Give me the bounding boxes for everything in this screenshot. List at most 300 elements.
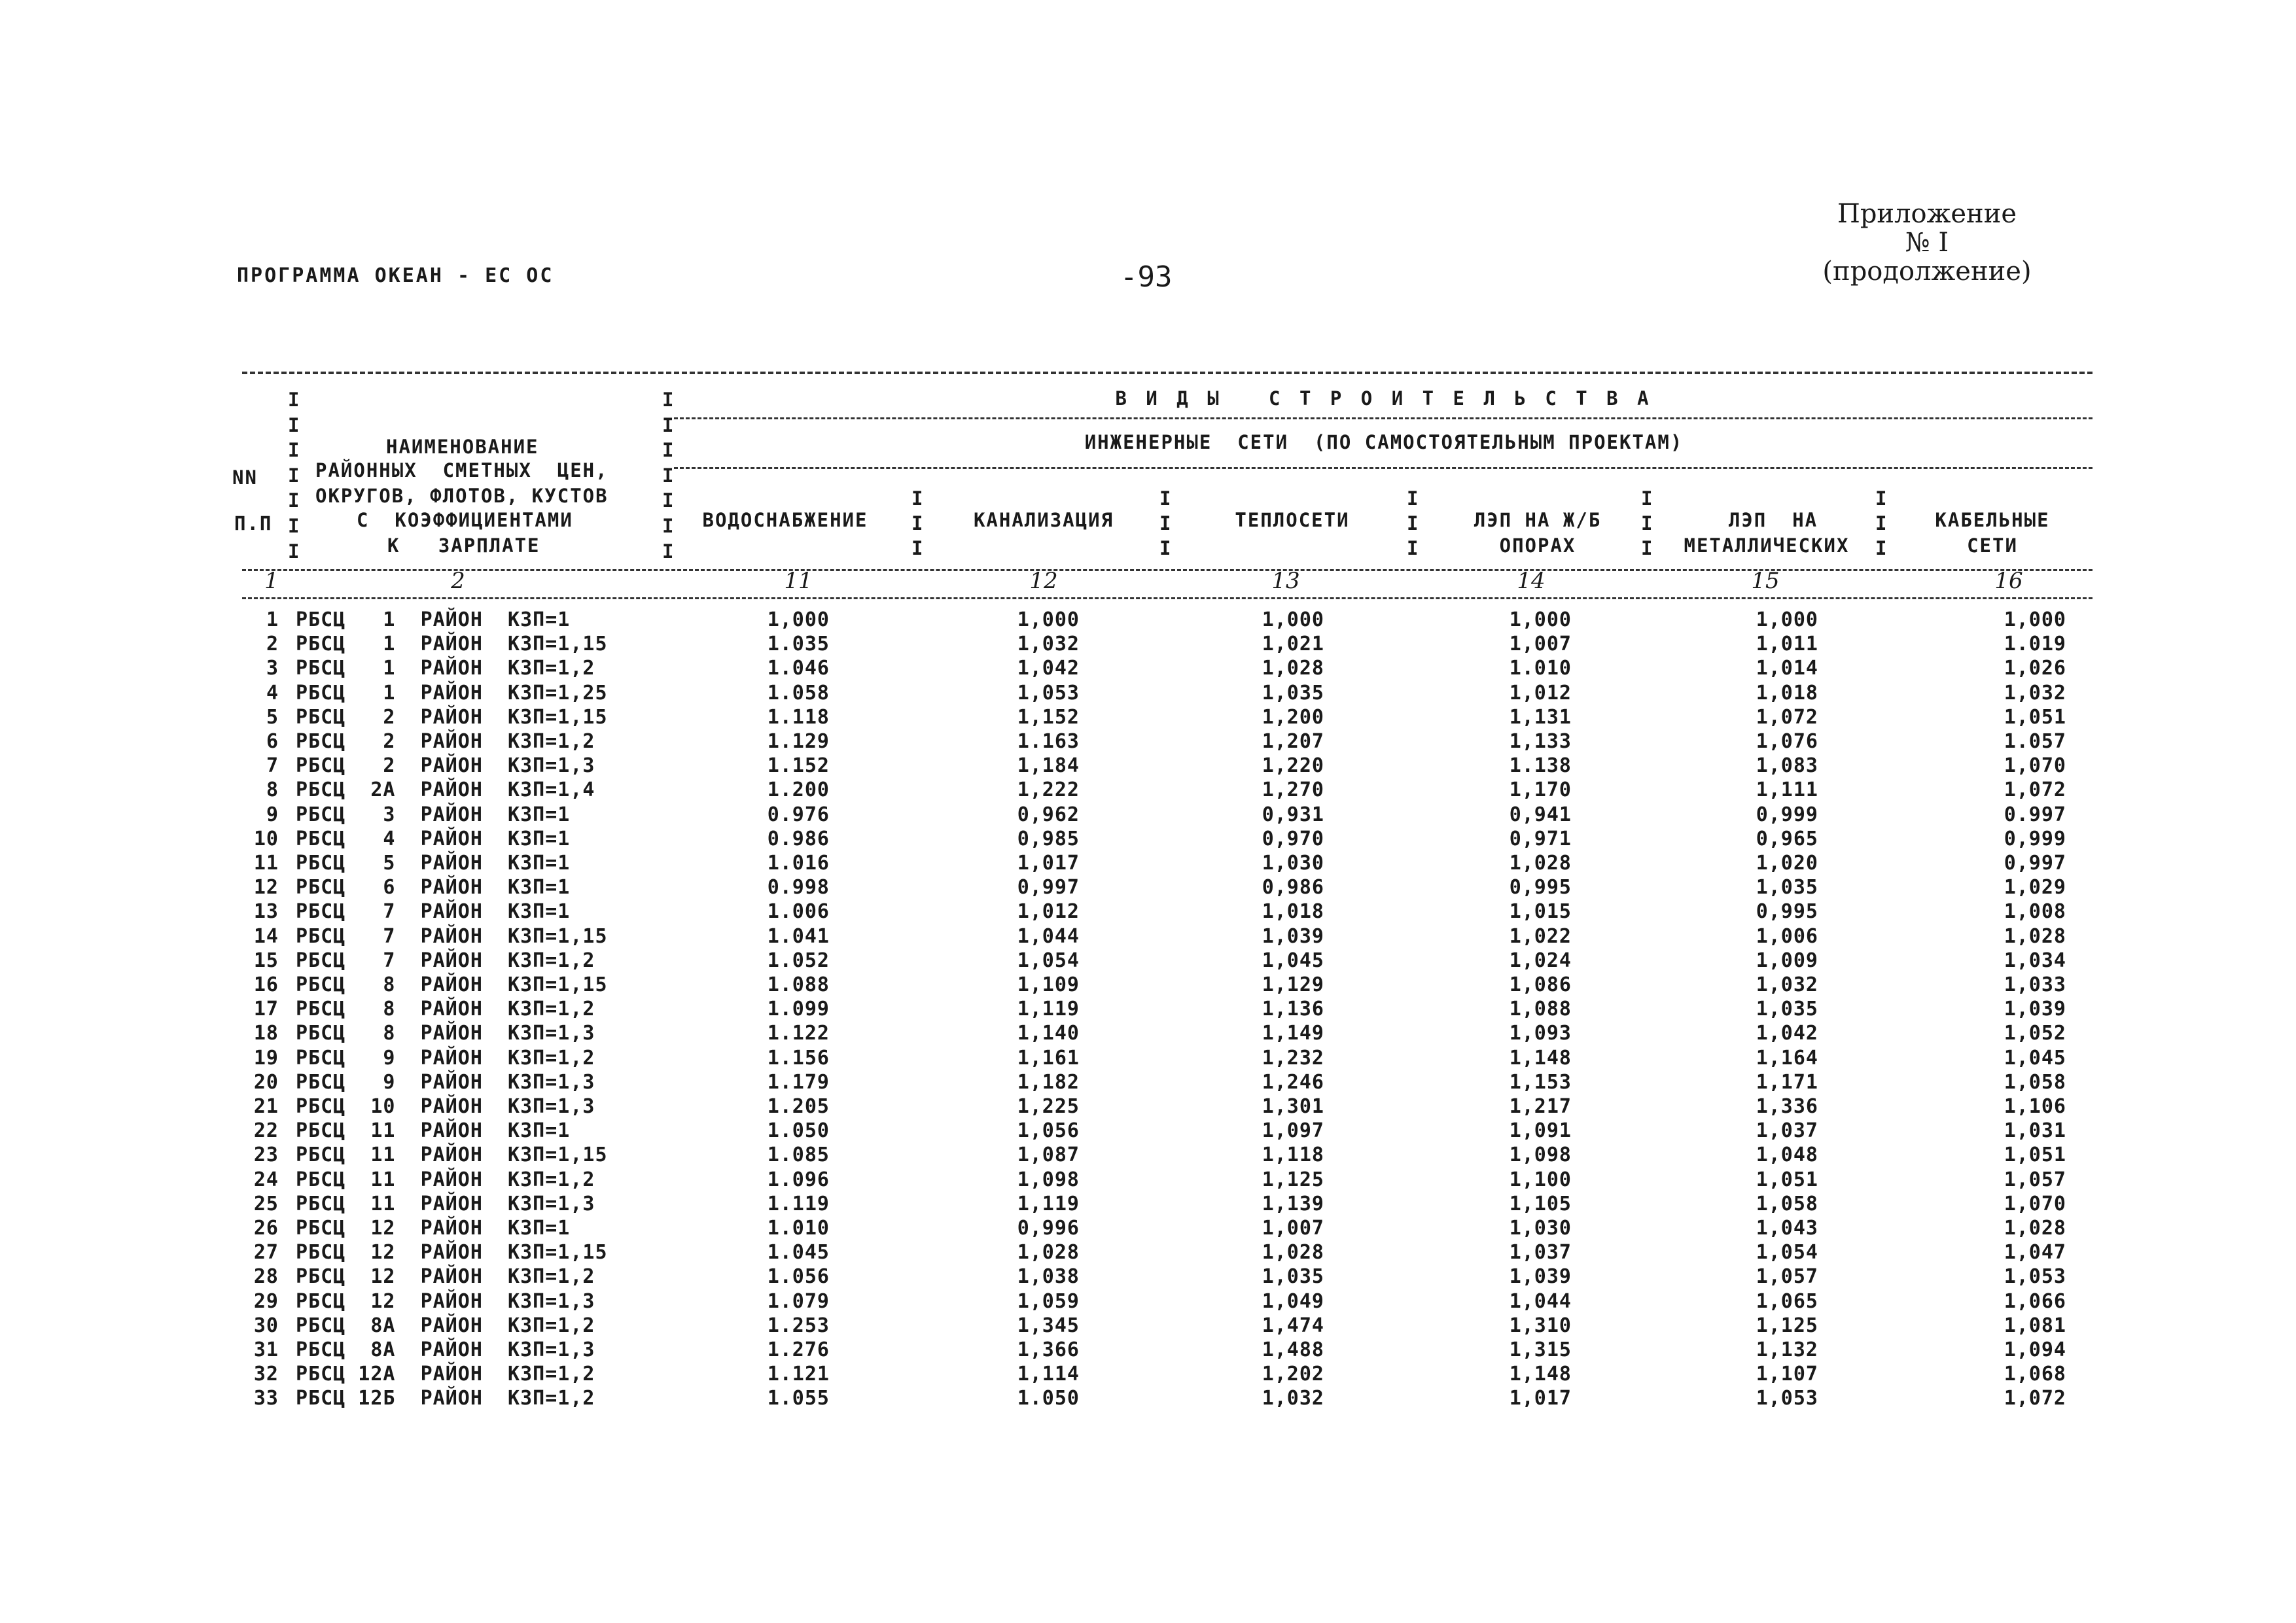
row-value-col-14: 1,148 xyxy=(1509,1363,1572,1386)
row-value-col-13: 1,039 xyxy=(1262,924,1324,948)
row-value-col-12: 1,152 xyxy=(1017,705,1080,729)
row-value-col-11: 1.118 xyxy=(767,705,830,729)
row-value-col-13: 1,488 xyxy=(1262,1338,1324,1361)
col-water-supply: ВОДОСНАБЖЕНИЕ xyxy=(702,509,868,531)
row-value-col-11: 0.998 xyxy=(767,876,830,899)
row-value-col-15: 0,995 xyxy=(1756,900,1818,924)
row-value-col-11: 1.179 xyxy=(767,1070,830,1094)
row-name: РБСЦ 12 РАЙОН КЗП=1,15 xyxy=(296,1241,608,1265)
row-number: 21 xyxy=(253,1095,279,1118)
row-number: 18 xyxy=(253,1022,279,1045)
row-value-col-12: 1,059 xyxy=(1017,1289,1080,1313)
row-value-col-14: 1,315 xyxy=(1509,1338,1572,1361)
table-row xyxy=(0,754,2296,778)
row-number: 23 xyxy=(253,1143,279,1167)
row-value-col-12: 1,119 xyxy=(1017,998,1080,1021)
row-number: 10 xyxy=(253,827,279,850)
row-value-col-15: 1,037 xyxy=(1756,1119,1818,1143)
row-value-col-14: 1,039 xyxy=(1509,1265,1572,1289)
colnum-2: 2 xyxy=(451,568,465,594)
appendix-line-1: Приложение № I xyxy=(1837,199,2017,258)
row-number: 28 xyxy=(253,1265,279,1289)
row-value-col-16: 1,072 xyxy=(2004,1387,2066,1410)
row-name: РБСЦ 8 РАЙОН КЗП=1,2 xyxy=(296,998,595,1021)
row-value-col-13: 1,030 xyxy=(1262,852,1324,875)
col-name-line-5: К ЗАРПЛАТЕ xyxy=(387,534,540,557)
row-value-col-12: 1,161 xyxy=(1017,1046,1080,1070)
row-value-col-15: 0,965 xyxy=(1756,827,1818,850)
row-value-col-11: 1.205 xyxy=(767,1095,830,1118)
row-value-col-16: 0.997 xyxy=(2004,803,2066,826)
row-value-col-15: 1,107 xyxy=(1756,1363,1818,1386)
row-value-col-16: 0,999 xyxy=(2004,827,2066,850)
row-number: 9 xyxy=(266,803,279,826)
row-value-col-15: 1,164 xyxy=(1756,1046,1818,1070)
row-number: 22 xyxy=(253,1119,279,1143)
row-value-col-16: 1,106 xyxy=(2004,1095,2066,1118)
row-number: 29 xyxy=(253,1289,279,1313)
row-number: 25 xyxy=(253,1192,279,1215)
row-name: РБСЦ 2 РАЙОН КЗП=1,15 xyxy=(296,705,608,729)
row-name: РБСЦ 1 РАЙОН КЗП=1,2 xyxy=(296,657,595,680)
row-number: 17 xyxy=(253,998,279,1021)
table-row xyxy=(0,608,2296,633)
row-value-col-15: 1,057 xyxy=(1756,1265,1818,1289)
row-number: 27 xyxy=(253,1241,279,1265)
row-value-col-13: 1,000 xyxy=(1262,608,1324,631)
row-value-col-15: 1,035 xyxy=(1756,998,1818,1021)
row-value-col-11: 1.088 xyxy=(767,973,830,996)
row-value-col-11: 1.099 xyxy=(767,998,830,1021)
row-number: 11 xyxy=(253,852,279,875)
row-value-col-15: 1,336 xyxy=(1756,1095,1818,1118)
appendix-line-2: (продолжение) xyxy=(1822,256,2032,287)
row-value-col-16: 1,072 xyxy=(2004,778,2066,802)
row-value-col-16: 1,008 xyxy=(2004,900,2066,924)
row-name: РБСЦ 2 РАЙОН КЗП=1,2 xyxy=(296,730,595,753)
row-value-col-16: 1,070 xyxy=(2004,1192,2066,1215)
row-value-col-12: 1,140 xyxy=(1017,1022,1080,1045)
row-value-col-13: 1,270 xyxy=(1262,778,1324,802)
row-value-col-11: 1.156 xyxy=(767,1046,830,1070)
row-value-col-15: 1,083 xyxy=(1756,754,1818,778)
row-value-col-13: 1,097 xyxy=(1262,1119,1324,1143)
row-value-col-11: 1.045 xyxy=(767,1241,830,1265)
table-row xyxy=(0,1143,2296,1168)
row-value-col-14: 1.010 xyxy=(1509,657,1572,680)
row-value-col-14: 0,995 xyxy=(1509,876,1572,899)
row-value-col-11: 1,000 xyxy=(767,608,830,631)
row-name: РБСЦ 5 РАЙОН КЗП=1 xyxy=(296,852,571,875)
table-row xyxy=(0,1217,2296,1241)
row-value-col-13: 1,200 xyxy=(1262,705,1324,729)
row-value-col-12: 1,054 xyxy=(1017,949,1080,972)
row-value-col-12: 1,109 xyxy=(1017,973,1080,996)
row-value-col-13: 1,220 xyxy=(1262,754,1324,778)
row-value-col-16: 1,057 xyxy=(2004,1168,2066,1191)
row-value-col-15: 1,009 xyxy=(1756,949,1818,972)
table-row xyxy=(0,682,2296,706)
row-name: РБСЦ 1 РАЙОН КЗП=1,25 xyxy=(296,681,608,705)
row-value-col-11: 1.050 xyxy=(767,1119,830,1143)
row-name: РБСЦ 11 РАЙОН КЗП=1 xyxy=(296,1119,571,1143)
row-value-col-14: 1,091 xyxy=(1509,1119,1572,1143)
row-number: 19 xyxy=(253,1046,279,1070)
row-value-col-14: 1,086 xyxy=(1509,973,1572,996)
table-row xyxy=(0,828,2296,852)
row-value-col-16: 0,997 xyxy=(2004,852,2066,875)
bar-col-5: I I I xyxy=(1875,487,1887,559)
row-value-col-16: 1,058 xyxy=(2004,1070,2066,1094)
row-value-col-15: 1,042 xyxy=(1756,1022,1818,1045)
colnum-15: 15 xyxy=(1751,568,1780,594)
row-value-col-12: 1,038 xyxy=(1017,1265,1080,1289)
table-row xyxy=(0,973,2296,998)
row-value-col-15: 1,018 xyxy=(1756,681,1818,705)
bar-col-2: I I I xyxy=(1159,487,1171,559)
row-value-col-11: 1.079 xyxy=(767,1289,830,1313)
table-row xyxy=(0,1047,2296,1071)
row-value-col-11: 1.119 xyxy=(767,1192,830,1215)
row-value-col-12: 1,184 xyxy=(1017,754,1080,778)
col-cable-line-1: КАБЕЛЬНЫЕ xyxy=(1935,509,2050,531)
row-value-col-16: 1,052 xyxy=(2004,1022,2066,1045)
table-row xyxy=(0,633,2296,657)
row-value-col-13: 1,032 xyxy=(1262,1387,1324,1410)
row-value-col-16: 1,081 xyxy=(2004,1314,2066,1337)
row-name: РБСЦ 1 РАЙОН КЗП=1 xyxy=(296,608,571,631)
table-row xyxy=(0,1387,2296,1411)
row-value-col-11: 1.085 xyxy=(767,1143,830,1167)
col-name-line-4: С КОЭФФИЦИЕНТАМИ xyxy=(357,509,573,531)
row-name: РБСЦ 1 РАЙОН КЗП=1,15 xyxy=(296,633,608,656)
row-value-col-11: 1.129 xyxy=(767,730,830,753)
row-value-col-16: 1,026 xyxy=(2004,657,2066,680)
group-title: В И Д Ы С Т Р О И Т Е Л Ь С Т В А xyxy=(1115,387,1653,410)
row-number: 15 xyxy=(253,949,279,972)
bar-col-3: I I I xyxy=(1407,487,1419,559)
row-value-col-13: 0,986 xyxy=(1262,876,1324,899)
row-value-col-15: 1,076 xyxy=(1756,730,1818,753)
col-name-line-1: НАИМЕНОВАНИЕ xyxy=(386,436,539,458)
row-number: 7 xyxy=(266,754,279,778)
table-row xyxy=(0,778,2296,803)
row-value-col-13: 0,970 xyxy=(1262,827,1324,850)
row-value-col-11: 1.058 xyxy=(767,681,830,705)
row-value-col-16: 1,028 xyxy=(2004,1217,2066,1240)
row-number: 2 xyxy=(266,633,279,656)
row-value-col-13: 1,045 xyxy=(1262,949,1324,972)
row-number: 33 xyxy=(253,1387,279,1410)
row-value-col-11: 1.052 xyxy=(767,949,830,972)
row-value-col-11: 1.046 xyxy=(767,657,830,680)
row-number: 30 xyxy=(253,1314,279,1337)
row-value-col-16: 1,094 xyxy=(2004,1338,2066,1361)
row-number: 14 xyxy=(253,924,279,948)
table-row xyxy=(0,925,2296,949)
row-value-col-13: 1,232 xyxy=(1262,1046,1324,1070)
row-value-col-11: 0.986 xyxy=(767,827,830,850)
row-value-col-12: 0,962 xyxy=(1017,803,1080,826)
row-name: РБСЦ 12Б РАЙОН КЗП=1,2 xyxy=(296,1387,595,1410)
row-value-col-16: 1,028 xyxy=(2004,924,2066,948)
row-value-col-15: 1,035 xyxy=(1756,876,1818,899)
bar-left-2: I I I I I I I xyxy=(662,389,674,563)
row-name: РБСЦ 2 РАЙОН КЗП=1,3 xyxy=(296,754,595,778)
row-value-col-15: 0,999 xyxy=(1756,803,1818,826)
table-row xyxy=(0,1338,2296,1363)
table-row xyxy=(0,876,2296,900)
col-power-metal-line-1: ЛЭП НА xyxy=(1728,509,1818,531)
table-row xyxy=(0,1241,2296,1265)
row-name: РБСЦ 12А РАЙОН КЗП=1,2 xyxy=(296,1363,595,1386)
row-value-col-12: 1,012 xyxy=(1017,900,1080,924)
table-row xyxy=(0,1193,2296,1217)
row-value-col-16: 1,031 xyxy=(2004,1119,2066,1143)
row-value-col-11: 1.010 xyxy=(767,1217,830,1240)
row-number: 13 xyxy=(253,900,279,924)
row-name: РБСЦ 12 РАЙОН КЗП=1,2 xyxy=(296,1265,595,1289)
row-value-col-11: 1.122 xyxy=(767,1022,830,1045)
row-value-col-16: 1,034 xyxy=(2004,949,2066,972)
rule-group xyxy=(674,417,2093,419)
row-value-col-15: 1,020 xyxy=(1756,852,1818,875)
rule-colnum-top xyxy=(242,569,2093,571)
row-value-col-16: 1,051 xyxy=(2004,1143,2066,1167)
row-name: РБСЦ 9 РАЙОН КЗП=1,3 xyxy=(296,1070,595,1094)
row-value-col-15: 1,014 xyxy=(1756,657,1818,680)
row-number: 8 xyxy=(266,778,279,802)
row-name: РБСЦ 11 РАЙОН КЗП=1,15 xyxy=(296,1143,608,1167)
row-name: РБСЦ 12 РАЙОН КЗП=1,3 xyxy=(296,1289,595,1313)
row-value-col-12: 1,000 xyxy=(1017,608,1080,631)
row-value-col-12: 0,985 xyxy=(1017,827,1080,850)
row-value-col-15: 1,072 xyxy=(1756,705,1818,729)
row-number: 24 xyxy=(253,1168,279,1191)
row-value-col-12: 1,017 xyxy=(1017,852,1080,875)
row-value-col-15: 1,125 xyxy=(1756,1314,1818,1337)
row-value-col-11: 1.041 xyxy=(767,924,830,948)
row-value-col-14: 1,037 xyxy=(1509,1241,1572,1265)
table-row xyxy=(0,1265,2296,1289)
col-cable-line-2: СЕТИ xyxy=(1967,534,2018,557)
row-name: РБСЦ 2А РАЙОН КЗП=1,4 xyxy=(296,778,595,802)
row-number: 6 xyxy=(266,730,279,753)
row-name: РБСЦ 10 РАЙОН КЗП=1,3 xyxy=(296,1095,595,1118)
row-value-col-12: 1,119 xyxy=(1017,1192,1080,1215)
table-row xyxy=(0,1168,2296,1193)
table-row xyxy=(0,949,2296,973)
row-value-col-16: 1,000 xyxy=(2004,608,2066,631)
colnum-12: 12 xyxy=(1029,568,1058,594)
row-value-col-11: 1.121 xyxy=(767,1363,830,1386)
row-number: 32 xyxy=(253,1363,279,1386)
col-heating: ТЕПЛОСЕТИ xyxy=(1235,509,1350,531)
row-value-col-12: 0,996 xyxy=(1017,1217,1080,1240)
row-value-col-11: 1.035 xyxy=(767,633,830,656)
row-value-col-13: 1,028 xyxy=(1262,657,1324,680)
row-value-col-11: 1.016 xyxy=(767,852,830,875)
row-value-col-12: 1,345 xyxy=(1017,1314,1080,1337)
row-value-col-12: 1,032 xyxy=(1017,633,1080,656)
row-value-col-14: 1,028 xyxy=(1509,852,1572,875)
page-number: -93 xyxy=(1120,260,1173,294)
row-value-col-13: 1,028 xyxy=(1262,1241,1324,1265)
table-row xyxy=(0,803,2296,828)
row-value-col-14: 1,100 xyxy=(1509,1168,1572,1191)
row-value-col-14: 1,000 xyxy=(1509,608,1572,631)
row-value-col-16: 1,066 xyxy=(2004,1289,2066,1313)
colnum-13: 13 xyxy=(1271,568,1300,594)
row-value-col-14: 0,971 xyxy=(1509,827,1572,850)
row-name: РБСЦ 8А РАЙОН КЗП=1,3 xyxy=(296,1338,595,1361)
program-title: ПРОГРАММА ОКЕАН - ЕС ОС xyxy=(237,264,554,287)
table-row xyxy=(0,998,2296,1022)
table-row xyxy=(0,1071,2296,1095)
appendix-label xyxy=(1822,200,2032,286)
colnum-16: 16 xyxy=(1994,568,2023,594)
row-value-col-12: 1,056 xyxy=(1017,1119,1080,1143)
row-value-col-16: 1,070 xyxy=(2004,754,2066,778)
row-number: 5 xyxy=(266,705,279,729)
row-value-col-13: 1,035 xyxy=(1262,1265,1324,1289)
row-value-col-12: 1,182 xyxy=(1017,1070,1080,1094)
row-value-col-14: 1,012 xyxy=(1509,681,1572,705)
row-value-col-14: 1,217 xyxy=(1509,1095,1572,1118)
col-sewerage: КАНАЛИЗАЦИЯ xyxy=(973,509,1114,531)
row-value-col-14: 1.138 xyxy=(1509,754,1572,778)
row-value-col-12: 1,225 xyxy=(1017,1095,1080,1118)
row-value-col-14: 1,007 xyxy=(1509,633,1572,656)
row-value-col-13: 1,136 xyxy=(1262,998,1324,1021)
bar-left-1: I I I I I I I xyxy=(288,389,300,563)
row-name: РБСЦ 9 РАЙОН КЗП=1,2 xyxy=(296,1046,595,1070)
row-value-col-16: 1,045 xyxy=(2004,1046,2066,1070)
row-number: 1 xyxy=(266,608,279,631)
row-value-col-16: 1,039 xyxy=(2004,998,2066,1021)
row-number: 3 xyxy=(266,657,279,680)
row-value-col-11: 1.200 xyxy=(767,778,830,802)
row-value-col-16: 1,047 xyxy=(2004,1241,2066,1265)
row-value-col-12: 1,053 xyxy=(1017,681,1080,705)
row-value-col-13: 1,301 xyxy=(1262,1095,1324,1118)
row-name: РБСЦ 8 РАЙОН КЗП=1,15 xyxy=(296,973,608,996)
row-value-col-11: 1.096 xyxy=(767,1168,830,1191)
row-value-col-13: 1,149 xyxy=(1262,1022,1324,1045)
row-value-col-13: 1,207 xyxy=(1262,730,1324,753)
row-value-col-11: 0.976 xyxy=(767,803,830,826)
row-value-col-12: 1,044 xyxy=(1017,924,1080,948)
table-row xyxy=(0,1290,2296,1314)
row-value-col-11: 1.253 xyxy=(767,1314,830,1337)
table-row xyxy=(0,852,2296,876)
row-value-col-12: 1,114 xyxy=(1017,1363,1080,1386)
row-value-col-13: 1,021 xyxy=(1262,633,1324,656)
row-name: РБСЦ 3 РАЙОН КЗП=1 xyxy=(296,803,571,826)
row-value-col-12: 1,222 xyxy=(1017,778,1080,802)
col-power-metal-line-2: МЕТАЛЛИЧЕСКИХ xyxy=(1684,534,1850,557)
row-value-col-14: 1,017 xyxy=(1509,1387,1572,1410)
table-row xyxy=(0,900,2296,924)
col-no-label-2: П.П xyxy=(234,512,273,534)
rule-top xyxy=(242,372,2093,374)
row-value-col-13: 1,139 xyxy=(1262,1192,1324,1215)
bar-col-1: I I I xyxy=(911,487,923,559)
row-value-col-14: 1,133 xyxy=(1509,730,1572,753)
row-value-col-16: 1.057 xyxy=(2004,730,2066,753)
row-value-col-13: 1,118 xyxy=(1262,1143,1324,1167)
table-row xyxy=(0,730,2296,754)
row-value-col-15: 1,051 xyxy=(1756,1168,1818,1191)
colnum-11: 11 xyxy=(784,568,813,594)
bar-col-4: I I I xyxy=(1641,487,1653,559)
row-value-col-11: 1.006 xyxy=(767,900,830,924)
row-name: РБСЦ 12 РАЙОН КЗП=1 xyxy=(296,1217,571,1240)
row-value-col-15: 1,111 xyxy=(1756,778,1818,802)
row-value-col-14: 1,170 xyxy=(1509,778,1572,802)
row-value-col-14: 0,941 xyxy=(1509,803,1572,826)
row-value-col-13: 1,035 xyxy=(1262,681,1324,705)
row-value-col-15: 1,043 xyxy=(1756,1217,1818,1240)
rule-subgroup xyxy=(674,467,2093,469)
row-name: РБСЦ 7 РАЙОН КЗП=1,2 xyxy=(296,949,595,972)
row-name: РБСЦ 7 РАЙОН КЗП=1,15 xyxy=(296,924,608,948)
row-value-col-15: 1,006 xyxy=(1756,924,1818,948)
row-value-col-14: 1,148 xyxy=(1509,1046,1572,1070)
row-value-col-14: 1,022 xyxy=(1509,924,1572,948)
row-value-col-12: 0,997 xyxy=(1017,876,1080,899)
row-value-col-16: 1,053 xyxy=(2004,1265,2066,1289)
rule-colnum-bottom xyxy=(242,597,2093,599)
row-number: 16 xyxy=(253,973,279,996)
table-row xyxy=(0,1314,2296,1338)
row-value-col-16: 1,051 xyxy=(2004,705,2066,729)
col-no-label-1: NN xyxy=(232,466,258,489)
row-number: 26 xyxy=(253,1217,279,1240)
col-name-line-2: РАЙОННЫХ СМЕТНЫХ ЦЕН, xyxy=(315,459,609,481)
row-value-col-14: 1,310 xyxy=(1509,1314,1572,1337)
row-value-col-13: 1,125 xyxy=(1262,1168,1324,1191)
row-value-col-12: 1,366 xyxy=(1017,1338,1080,1361)
row-value-col-12: 1.163 xyxy=(1017,730,1080,753)
row-value-col-12: 1,098 xyxy=(1017,1168,1080,1191)
row-value-col-12: 1.050 xyxy=(1017,1387,1080,1410)
table-row xyxy=(0,1095,2296,1119)
row-value-col-15: 1,171 xyxy=(1756,1070,1818,1094)
row-value-col-15: 1,132 xyxy=(1756,1338,1818,1361)
row-value-col-14: 1,044 xyxy=(1509,1289,1572,1313)
row-number: 31 xyxy=(253,1338,279,1361)
row-name: РБСЦ 6 РАЙОН КЗП=1 xyxy=(296,876,571,899)
row-value-col-15: 1,054 xyxy=(1756,1241,1818,1265)
row-value-col-16: 1,032 xyxy=(2004,681,2066,705)
row-name: РБСЦ 4 РАЙОН КЗП=1 xyxy=(296,827,571,850)
row-value-col-16: 1,029 xyxy=(2004,876,2066,899)
row-name: РБСЦ 8А РАЙОН КЗП=1,2 xyxy=(296,1314,595,1337)
row-value-col-13: 1,129 xyxy=(1262,973,1324,996)
row-value-col-14: 1,105 xyxy=(1509,1192,1572,1215)
row-value-col-13: 1,202 xyxy=(1262,1363,1324,1386)
table-row xyxy=(0,657,2296,681)
row-value-col-12: 1,028 xyxy=(1017,1241,1080,1265)
row-value-col-11: 1.276 xyxy=(767,1338,830,1361)
row-name: РБСЦ 7 РАЙОН КЗП=1 xyxy=(296,900,571,924)
col-power-concrete-line-2: ОПОРАХ xyxy=(1499,534,1576,557)
row-number: 20 xyxy=(253,1070,279,1094)
col-power-concrete-line-1: ЛЭП НА Ж/Б xyxy=(1474,509,1602,531)
row-value-col-14: 1,024 xyxy=(1509,949,1572,972)
row-value-col-15: 1,065 xyxy=(1756,1289,1818,1313)
